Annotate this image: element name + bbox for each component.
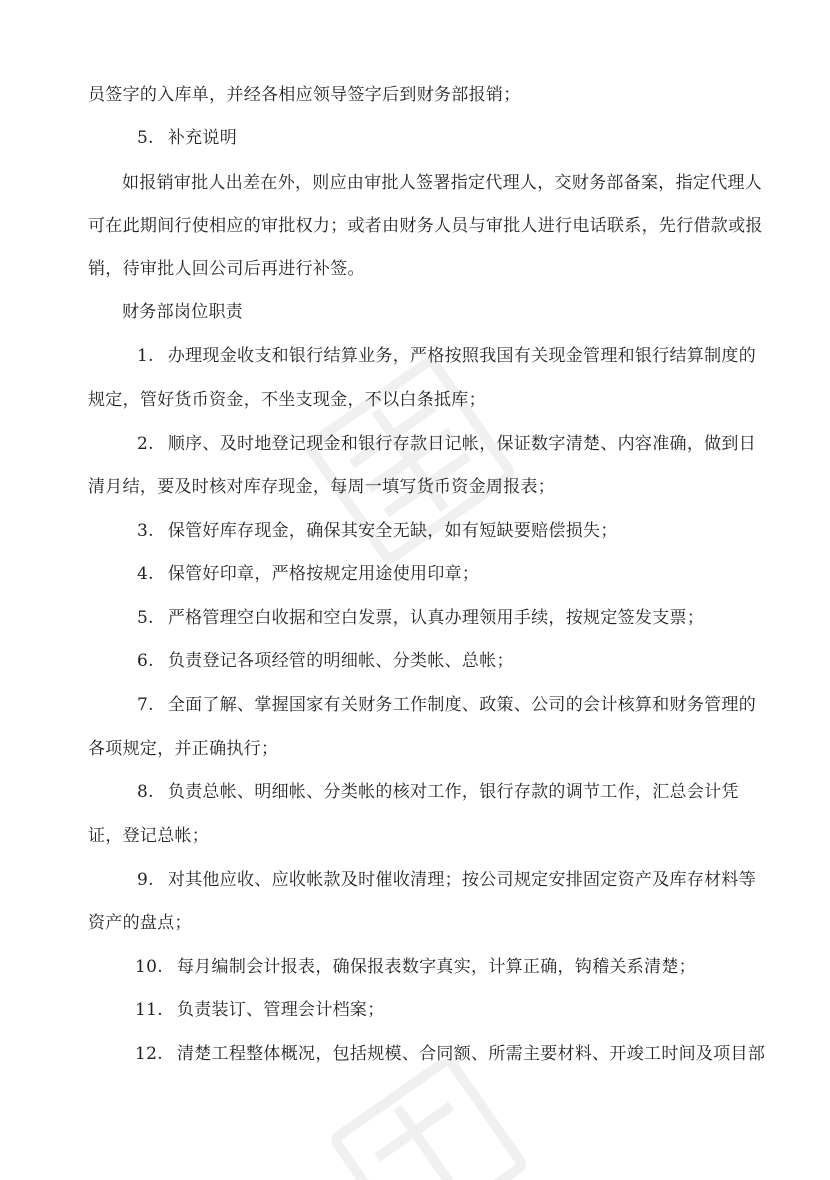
item-number: 5. (137, 608, 154, 628)
item-text: 全面了解、掌握国家有关财务工作制度、政策、公司的会计核算和财务管理的 (167, 695, 757, 715)
list-item-continuation: 资产的盘点； (88, 913, 192, 933)
list-item-continuation: 证，登记总帐； (88, 826, 210, 846)
section-title: 补充说明 (167, 128, 238, 148)
section-heading-supplement (137, 126, 237, 150)
item-text: 严格管理空白收据和空白发票，认真办理领用手续，按规定签发支票； (167, 608, 705, 628)
list-item (137, 780, 739, 804)
list-item (135, 1042, 765, 1066)
item-text: 每月编制会计报表，确保报表数字真实，计算正确，钩稽关系清楚； (176, 957, 696, 977)
list-item (137, 868, 756, 892)
item-number: 10. (135, 957, 163, 977)
item-text: 清楚工程整体概况，包括规模、合同额、所需主要材料、开竣工时间及项目部 (176, 1044, 766, 1064)
section-heading-duties: 财务部岗位职责 (122, 302, 244, 322)
item-number: 3. (137, 521, 154, 541)
item-number: 12. (135, 1044, 163, 1064)
list-item (137, 606, 704, 630)
list-item (137, 562, 479, 586)
list-item-continuation: 规定，管好货币资金，不坐支现金，不以白条抵库； (88, 390, 486, 410)
list-item (137, 693, 756, 717)
list-item (135, 955, 696, 979)
text-line: 如报销审批人出差在外，则应由审批人签署指定代理人，交财务部备案，指定代理人 (122, 173, 763, 193)
item-text: 负责总帐、明细帐、分类帐的核对工作，银行存款的调节工作，汇总会计凭 (167, 782, 739, 802)
item-text: 保管好印章，严格按规定用途使用印章； (167, 564, 480, 584)
watermark-logo-bottom (300, 1060, 540, 1180)
list-item (137, 519, 618, 543)
list-item (137, 649, 514, 673)
watermark-logo (280, 330, 540, 590)
list-item (137, 432, 756, 456)
item-number: 8. (137, 782, 154, 802)
item-text: 对其他应收、应收帐款及时催收清理；按公司规定安排固定资产及库存材料等 (167, 870, 757, 890)
item-number: 11. (135, 1000, 163, 1020)
item-number: 2. (137, 434, 154, 454)
list-item (137, 344, 756, 368)
list-item-continuation: 各项规定，并正确执行； (88, 739, 279, 759)
item-number: 1. (137, 346, 154, 366)
item-text: 负责装订、管理会计档案； (176, 1000, 385, 1020)
item-text: 负责登记各项经管的明细帐、分类帐、总帐； (167, 651, 514, 671)
item-text: 顺序、及时地登记现金和银行存款日记帐，保证数字清楚、内容准确，做到日 (167, 434, 757, 454)
item-number: 4. (137, 564, 154, 584)
text-line: 销，待审批人回公司后再进行补签。 (88, 259, 365, 279)
text-line: 员签字的入库单，并经各相应领导签字后到财务部报销； (88, 85, 521, 105)
text-line: 可在此期间行使相应的审批权力；或者由财务人员与审批人进行电话联系，先行借款或报 (88, 216, 763, 236)
list-item (135, 998, 385, 1022)
item-number: 9. (137, 870, 154, 890)
item-text: 保管好库存现金，确保其安全无缺，如有短缺要赔偿损失； (167, 521, 618, 541)
section-number: 5. (137, 128, 154, 148)
list-item-continuation: 清月结，要及时核对库存现金，每周一填写货币资金周报表； (88, 477, 556, 497)
item-number: 6. (137, 651, 154, 671)
item-number: 7. (137, 695, 154, 715)
item-text: 办理现金收支和银行结算业务，严格按照我国有关现金管理和银行结算制度的 (167, 346, 757, 366)
